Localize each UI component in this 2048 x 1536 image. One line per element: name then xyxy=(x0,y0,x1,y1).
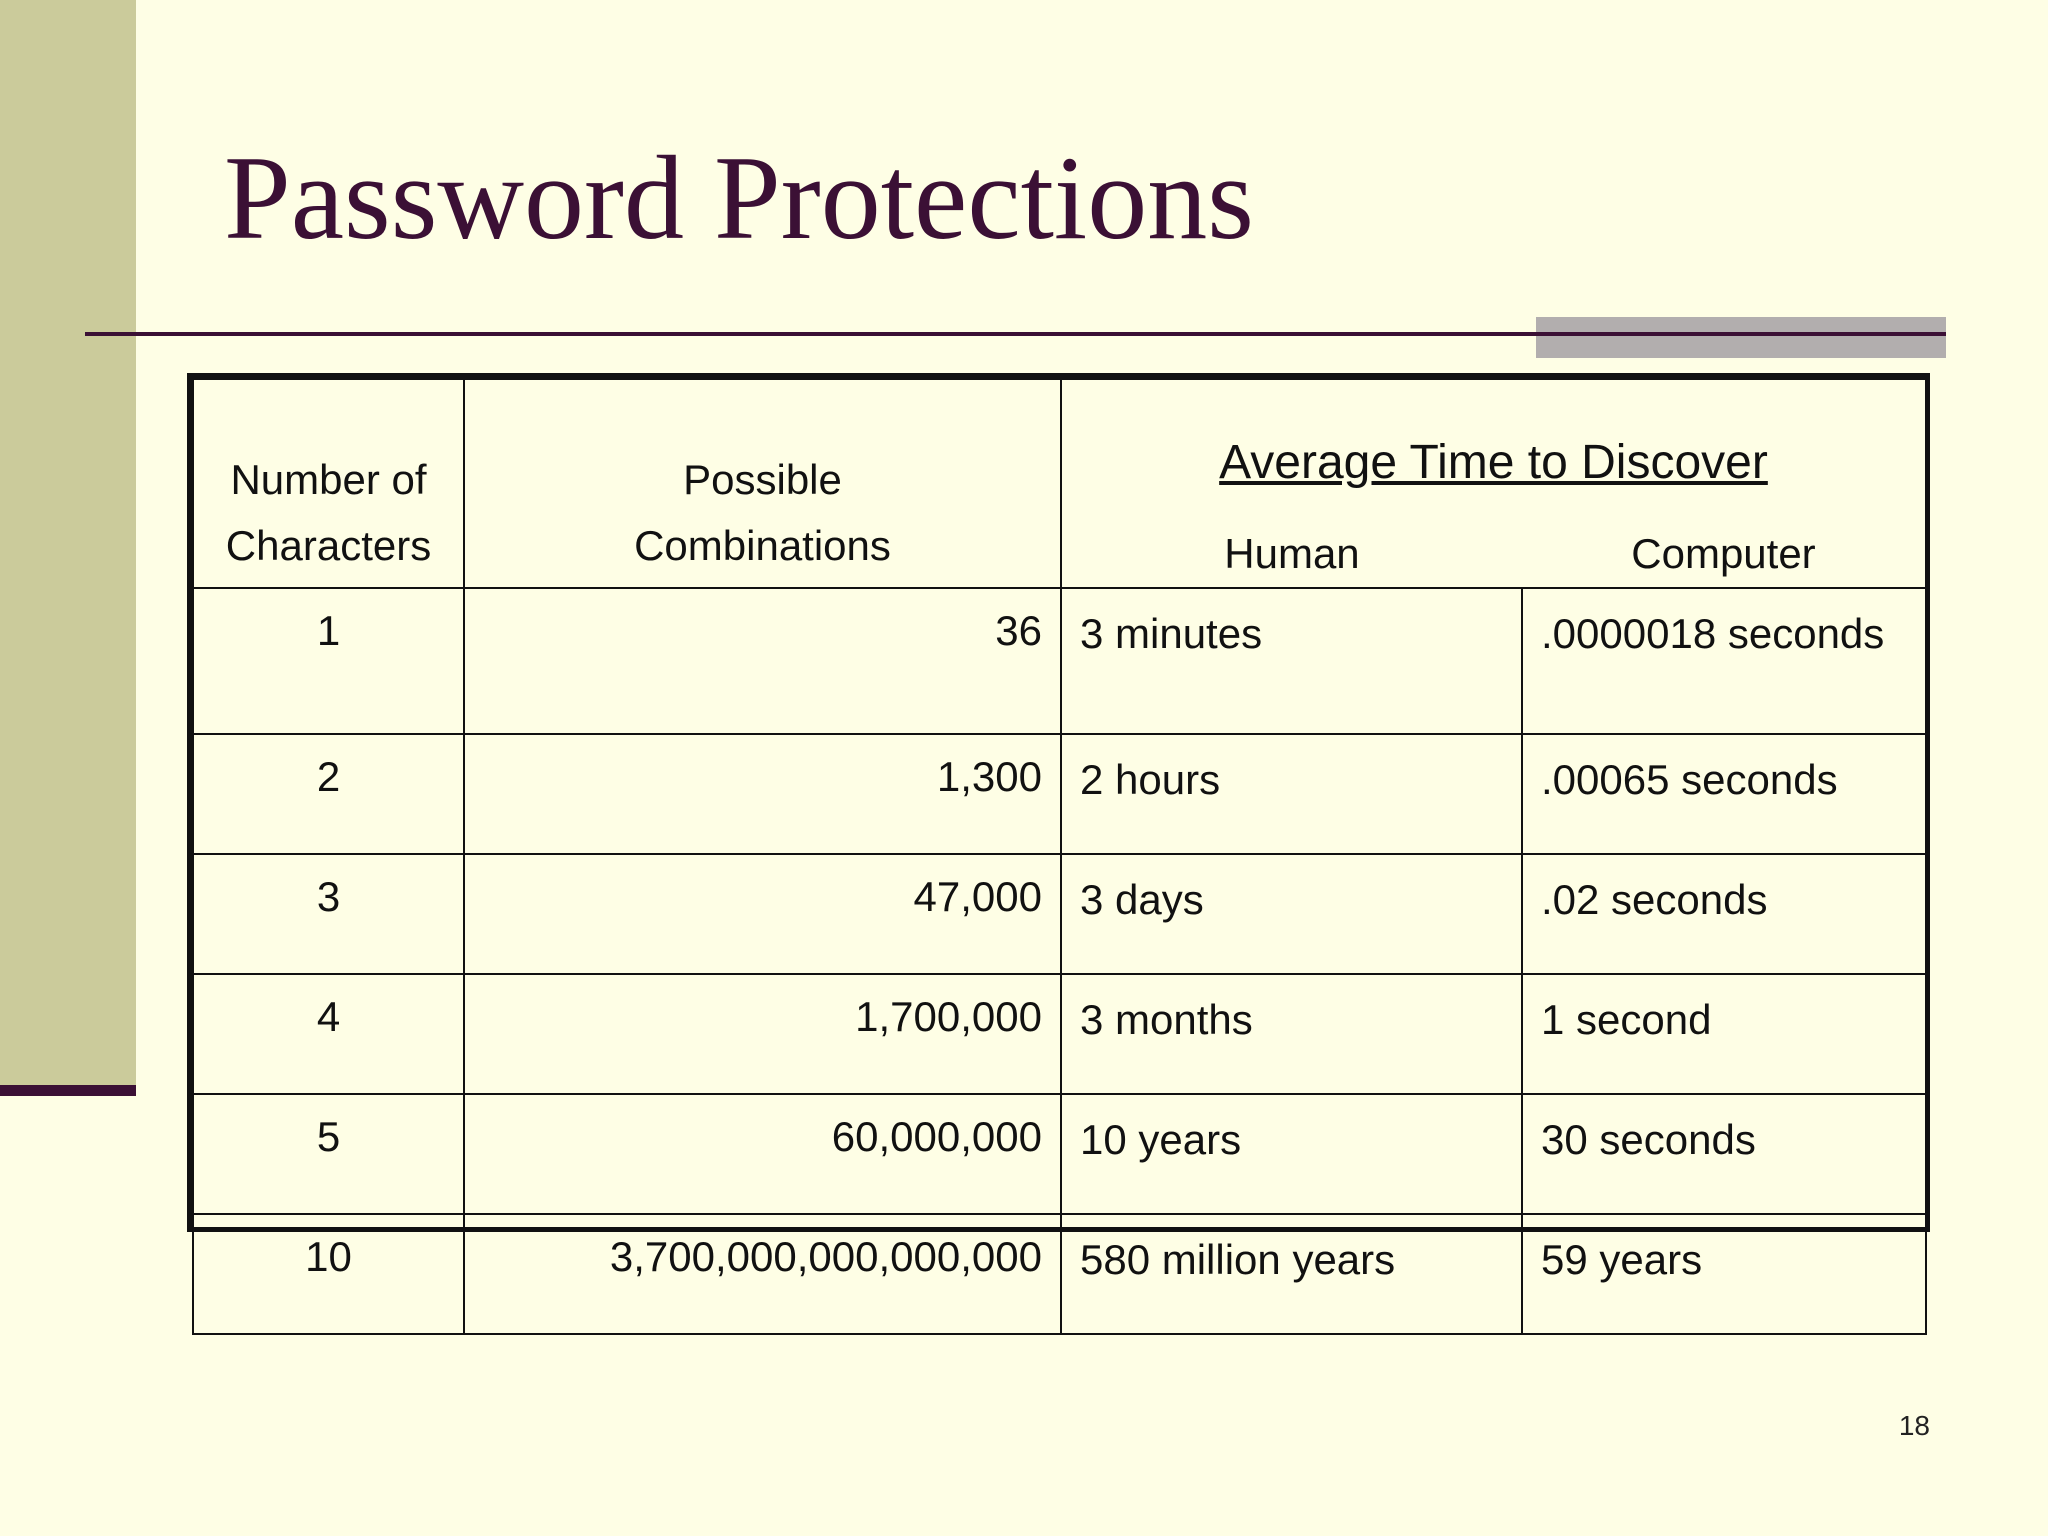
cell-combinations: 3,700,000,000,000,000 xyxy=(464,1214,1061,1334)
cell-combinations: 36 xyxy=(464,588,1061,734)
cell-human-time: 3 months xyxy=(1061,974,1522,1094)
cell-computer-time: .02 seconds xyxy=(1522,854,1926,974)
cell-characters: 2 xyxy=(193,734,464,854)
cell-computer-time: .00065 seconds xyxy=(1522,734,1926,854)
cell-characters: 4 xyxy=(193,974,464,1094)
cell-combinations: 1,700,000 xyxy=(464,974,1061,1094)
cell-computer-time: 59 years xyxy=(1522,1214,1926,1334)
table-row xyxy=(193,588,1926,734)
cell-human-time: 2 hours xyxy=(1061,734,1522,854)
header-computer: Computer xyxy=(1631,530,1816,577)
header-characters-line2: Characters xyxy=(225,522,432,569)
table-row xyxy=(193,974,1926,1094)
cell-characters: 3 xyxy=(193,854,464,974)
title-divider-bar xyxy=(1536,317,1946,358)
table-row xyxy=(193,1094,1926,1214)
cell-computer-time: 1 second xyxy=(1522,974,1926,1094)
table-row xyxy=(193,1214,1926,1334)
cell-computer-time: .0000018 seconds xyxy=(1522,588,1926,734)
header-combinations-line1: Possible xyxy=(683,456,842,503)
header-human: Human xyxy=(1224,530,1360,577)
cell-human-time: 3 days xyxy=(1061,854,1522,974)
table-header-row xyxy=(193,379,1926,588)
cell-characters: 1 xyxy=(193,588,464,734)
header-average-time: Average Time to Discover xyxy=(1219,436,1768,489)
header-combinations-line2: Combinations xyxy=(634,522,891,569)
header-combinations xyxy=(464,379,1061,588)
cell-human-time: 10 years xyxy=(1061,1094,1522,1214)
slide-title: Password Protections xyxy=(224,131,1254,264)
title-divider-overlay xyxy=(1536,332,1946,336)
table-row xyxy=(193,734,1926,854)
table-row xyxy=(193,854,1926,974)
cell-combinations: 47,000 xyxy=(464,854,1061,974)
left-sidebar-band xyxy=(0,0,136,1085)
cell-combinations: 1,300 xyxy=(464,734,1061,854)
page-number: 18 xyxy=(1898,1410,1930,1441)
header-characters-line1: Number of xyxy=(230,456,427,503)
cell-human-time: 3 minutes xyxy=(1061,588,1522,734)
cell-combinations: 60,000,000 xyxy=(464,1094,1061,1214)
sidebar-accent-line xyxy=(0,1085,136,1096)
header-time-group xyxy=(1061,379,1926,588)
cell-computer-time: 30 seconds xyxy=(1522,1094,1926,1214)
cell-human-time: 580 million years xyxy=(1061,1214,1522,1334)
cell-characters: 10 xyxy=(193,1214,464,1334)
cell-characters: 5 xyxy=(193,1094,464,1214)
header-characters xyxy=(193,379,464,588)
password-table xyxy=(187,373,1930,1283)
